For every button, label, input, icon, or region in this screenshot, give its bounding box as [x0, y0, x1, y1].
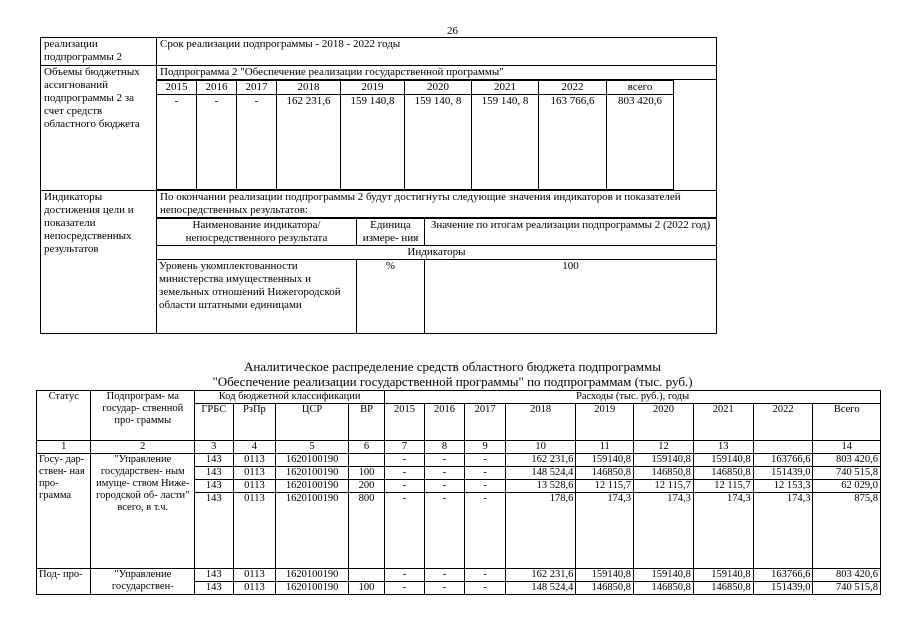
col-number: 11: [576, 441, 634, 454]
data-cell: -: [424, 454, 465, 467]
data-cell: 12 115,7: [634, 480, 694, 493]
year-cell: 2015: [157, 81, 197, 95]
data-cell: 174,3: [634, 493, 694, 569]
row-label: Индикаторы достижения цели и показатели непосредственных результатов: [41, 191, 157, 334]
col-number: 2: [91, 441, 195, 454]
year-cell: 2022: [539, 81, 607, 95]
data-cell: 1620100190: [276, 582, 349, 595]
data-cell: -: [385, 569, 425, 582]
h-subprogram: Подпрограм- ма государ- ственной про- граммы: [91, 391, 195, 441]
h-year: 2022: [753, 404, 813, 441]
data-cell: 146850,8: [634, 582, 694, 595]
data-cell: 740 515,8: [813, 582, 881, 595]
ind-unit: %: [357, 260, 425, 334]
data-cell: 12 115,7: [576, 480, 634, 493]
indicators-cell: [157, 191, 717, 334]
data-cell: 1620100190: [276, 480, 349, 493]
h-year: 2018: [505, 404, 576, 441]
data-cell: 143: [195, 493, 233, 569]
data-cell: 12 153,3: [753, 480, 813, 493]
year-cell: 2018: [277, 81, 341, 95]
data-cell: 162 231,6: [505, 454, 576, 467]
data-cell: 100: [348, 467, 384, 480]
data-cell: -: [465, 569, 506, 582]
year-cell: 2016: [197, 81, 237, 95]
amount-cell: 163 766,6: [539, 95, 607, 190]
data-cell: -: [385, 454, 425, 467]
status-cell: Под- про-: [37, 569, 91, 595]
data-cell: 159140,8: [634, 454, 694, 467]
data-cell: [348, 454, 384, 467]
h-year: 2020: [634, 404, 694, 441]
data-cell: 1620100190: [276, 467, 349, 480]
data-cell: 12 115,7: [693, 480, 753, 493]
year-cell: 2020: [405, 81, 472, 95]
data-cell: -: [424, 467, 465, 480]
data-cell: -: [465, 582, 506, 595]
col-number: 8: [424, 441, 465, 454]
amount-cell: 159 140, 8: [405, 95, 472, 190]
amount-cell: 159 140, 8: [472, 95, 539, 190]
data-cell: 163766,6: [753, 569, 813, 582]
data-cell: 178,6: [505, 493, 576, 569]
data-cell: 151439,0: [753, 582, 813, 595]
col-number: 4: [233, 441, 276, 454]
budget-cell: [157, 66, 717, 191]
data-cell: 803 420,6: [813, 454, 881, 467]
data-cell: 100: [348, 582, 384, 595]
col-number: 3: [195, 441, 233, 454]
h-expenses: Расходы (тыс. руб.), годы: [385, 391, 881, 404]
data-cell: 143: [195, 569, 233, 582]
data-cell: 62 029,0: [813, 480, 881, 493]
passport-row-budget: [41, 66, 717, 191]
col-number: 10: [505, 441, 576, 454]
data-cell: -: [424, 493, 465, 569]
amount-cell: -: [157, 95, 197, 190]
h-year: Всего: [813, 404, 881, 441]
distribution-table: [36, 390, 881, 595]
data-cell: 143: [195, 480, 233, 493]
data-cell: 148 524,4: [505, 582, 576, 595]
indicators-intro: По окончании реализации подпрограммы 2 будут достигнуты следующие значения индикаторов и показателей непосредственных результатов:: [157, 191, 716, 218]
ind-col-value: Значение по итогам реализации подпрограммы 2 (2022 год): [425, 219, 717, 246]
data-cell: 159140,8: [634, 569, 694, 582]
data-cell: 1620100190: [276, 569, 349, 582]
data-cell: [348, 569, 384, 582]
budget-title: Подпрограмма 2 "Обеспечение реализации государственной программы": [157, 66, 716, 80]
col-number: 5: [276, 441, 349, 454]
amount-cell: -: [197, 95, 237, 190]
data-cell: 803 420,6: [813, 569, 881, 582]
data-cell: 174,3: [576, 493, 634, 569]
h-year: 2019: [576, 404, 634, 441]
data-cell: 146850,8: [576, 467, 634, 480]
data-cell: -: [424, 569, 465, 582]
col-number: 14: [813, 441, 881, 454]
col-number: 13: [693, 441, 753, 454]
data-cell: -: [424, 480, 465, 493]
table-row: [37, 569, 881, 582]
data-cell: -: [424, 582, 465, 595]
page-number: 26: [447, 25, 458, 37]
data-cell: 0113: [233, 454, 276, 467]
amount-cell: -: [237, 95, 277, 190]
amount-cell: 803 420,6: [607, 95, 674, 190]
ind-name: Уровень укомплектованности министерства имущественных и земельных отношений Нижегородской области штатными единицами: [157, 260, 357, 334]
data-cell: 146850,8: [693, 582, 753, 595]
year-cell: всего: [607, 81, 674, 95]
h-vr: ВР: [348, 404, 384, 441]
heading-line-1: Аналитическое распределение средств областного бюджета подпрограммы: [244, 359, 661, 374]
data-cell: 200: [348, 480, 384, 493]
data-cell: 0113: [233, 467, 276, 480]
data-cell: 1620100190: [276, 454, 349, 467]
status-cell: Госу- дар- ствен- ная про- грамма: [37, 454, 91, 569]
passport-table: [40, 37, 717, 334]
subprogram-cell: "Управление государствен-: [91, 569, 195, 595]
h-grbs: ГРБС: [195, 404, 233, 441]
h-year: 2015: [385, 404, 425, 441]
ind-section: Индикаторы: [157, 246, 717, 260]
data-cell: 875,8: [813, 493, 881, 569]
data-cell: 159140,8: [576, 454, 634, 467]
h-code: Код бюджетной классификации: [195, 391, 385, 404]
year-cell: 2017: [237, 81, 277, 95]
col-number: 6: [348, 441, 384, 454]
data-cell: 0113: [233, 569, 276, 582]
data-cell: 800: [348, 493, 384, 569]
data-cell: 146850,8: [634, 467, 694, 480]
data-cell: 0113: [233, 480, 276, 493]
data-cell: 174,3: [693, 493, 753, 569]
data-cell: 163766,6: [753, 454, 813, 467]
data-cell: 146850,8: [693, 467, 753, 480]
section-heading: [0, 359, 905, 389]
data-cell: 159140,8: [693, 454, 753, 467]
data-cell: -: [465, 467, 506, 480]
year-cell: 2021: [472, 81, 539, 95]
data-cell: -: [465, 480, 506, 493]
col-number: 1: [37, 441, 91, 454]
year-cell: 2019: [341, 81, 405, 95]
h-status: Статус: [37, 391, 91, 441]
data-cell: 159140,8: [576, 569, 634, 582]
amount-cell: 162 231,6: [277, 95, 341, 190]
passport-row-indicators: [41, 191, 717, 334]
data-cell: 159140,8: [693, 569, 753, 582]
table-row: [37, 454, 881, 467]
ind-value: 100: [425, 260, 717, 334]
row-value: Срок реализации подпрограммы - 2018 - 2022 годы: [157, 38, 717, 66]
col-number: 7: [385, 441, 425, 454]
col-number: 12: [634, 441, 694, 454]
h-csr: ЦСР: [276, 404, 349, 441]
h-year: 2021: [693, 404, 753, 441]
data-cell: 143: [195, 454, 233, 467]
col-number: 9: [465, 441, 506, 454]
data-cell: -: [465, 493, 506, 569]
data-cell: 0113: [233, 493, 276, 569]
data-cell: 146850,8: [576, 582, 634, 595]
data-cell: 13 528,6: [505, 480, 576, 493]
data-cell: 148 524,4: [505, 467, 576, 480]
data-cell: 0113: [233, 582, 276, 595]
indicators-table: [156, 218, 717, 334]
data-cell: -: [465, 454, 506, 467]
data-cell: -: [385, 493, 425, 569]
budget-years-table: [156, 80, 674, 190]
subprogram-cell: "Управление государствен- ным имуще- ством Ниже- городской об- ласти" всего, в т.ч.: [91, 454, 195, 569]
data-cell: 174,3: [753, 493, 813, 569]
data-cell: 1620100190: [276, 493, 349, 569]
row-label: реализации подпрограммы 2: [41, 38, 157, 66]
col-number: [753, 441, 813, 454]
h-rzpr: РзПр: [233, 404, 276, 441]
data-cell: -: [385, 480, 425, 493]
data-cell: -: [385, 467, 425, 480]
data-cell: 143: [195, 582, 233, 595]
data-cell: 151439,0: [753, 467, 813, 480]
heading-line-2: "Обеспечение реализации государственной программы" по подпрограммам (тыс. руб.): [212, 374, 693, 389]
h-year: 2016: [424, 404, 465, 441]
ind-col-unit: Единица измере- ния: [357, 219, 425, 246]
row-label: Объемы бюджетных ассигнований подпрограммы 2 за счет средств областного бюджета: [41, 66, 157, 191]
data-cell: 143: [195, 467, 233, 480]
ind-col-name: Наименование индикатора/непосредственного результата: [157, 219, 357, 246]
data-cell: 162 231,6: [505, 569, 576, 582]
data-cell: -: [385, 582, 425, 595]
passport-row-term: [41, 38, 717, 66]
data-cell: 740 515,8: [813, 467, 881, 480]
h-year: 2017: [465, 404, 506, 441]
amount-cell: 159 140,8: [341, 95, 405, 190]
